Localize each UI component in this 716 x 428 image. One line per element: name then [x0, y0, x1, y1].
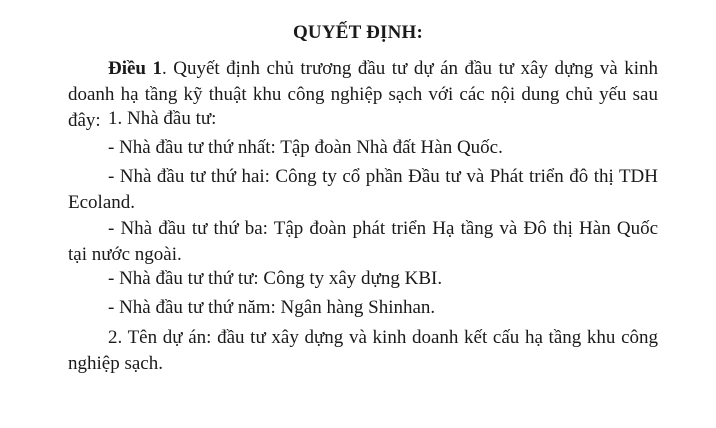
section-2-paragraph: 2. Tên dự án: đầu tư xây dựng và kinh doanh kết cấu hạ tầng khu công nghiệp sạch. — [68, 327, 658, 374]
article-label: Điều 1 — [108, 58, 162, 79]
section-1-heading: 1. Nhà đầu tư: — [108, 108, 217, 129]
investor-item-4: - Nhà đầu tư thứ tư: Công ty xây dựng KBI. — [108, 268, 443, 289]
investor-item-3: - Nhà đầu tư thứ ba: Tập đoàn phát triển Hạ tầng và Đô thị Hàn Quốc tại nước ngoài. — [68, 218, 658, 265]
investor-item-2: - Nhà đầu tư thứ hai: Công ty cổ phần Đầu tư và Phát triển đô thị TDH Ecoland. — [68, 166, 658, 213]
investor-item-1: - Nhà đầu tư thứ nhất: Tập đoàn Nhà đất Hàn Quốc. — [108, 137, 503, 158]
document-title: QUYẾT ĐỊNH: — [292, 22, 424, 43]
article-text: . Quyết định chủ trương đầu tư dự án đầu tư xây dựng và kinh doanh hạ tầng kỹ thuật khu công nghiệp sạch với các nội dung chủ yếu sau đây: — [68, 58, 658, 131]
investor-item-5: - Nhà đầu tư thứ năm: Ngân hàng Shinhan. — [108, 297, 436, 318]
